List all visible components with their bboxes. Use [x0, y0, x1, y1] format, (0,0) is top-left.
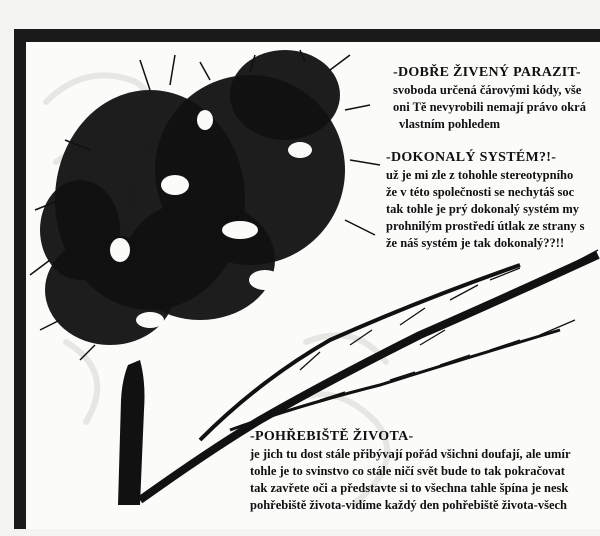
- section-line: tak tohle je prý dokonalý systém my: [386, 202, 580, 216]
- section-line: tak zavřete oči a představte si to všechna tahle špína je nesk: [250, 481, 569, 495]
- section-heading: -DOKONALÝ SYSTÉM?!-: [386, 150, 557, 165]
- section-pohrebiste-zivota: [250, 428, 600, 514]
- section-line: oni Tě nevyrobili nemají právo okrá: [393, 100, 586, 114]
- section-heading: -POHŘEBIŠTĚ ŽIVOTA-: [250, 429, 414, 444]
- section-line: už je mi zle z tohohle stereotypního: [386, 168, 574, 182]
- section-line: svoboda určená čárovými kódy, vše: [393, 83, 582, 97]
- section-line: že náš systém je tak dokonalý??!!: [386, 236, 565, 250]
- section-line: prohnilým prostředí útlak ze strany s: [386, 219, 585, 233]
- section-heading: -DOBŘE ŽIVENÝ PARAZIT-: [393, 65, 581, 80]
- section-line: vlastním pohledem: [399, 117, 501, 131]
- section-line: je jich tu dost stále přibývají pořád všichni doufají, ale umír: [250, 447, 571, 461]
- section-line: tohle je to svinstvo co stále ničí svět bude to tak pokračovat: [250, 464, 565, 478]
- section-line: že v této společnosti se nechytáš soc: [386, 185, 575, 199]
- section-dokonaly-system: [386, 149, 600, 252]
- section-dobre-zivenny-parazit: [393, 64, 600, 133]
- section-line: pohřebiště života-vidíme každý den pohřebiště života-všech: [250, 498, 567, 512]
